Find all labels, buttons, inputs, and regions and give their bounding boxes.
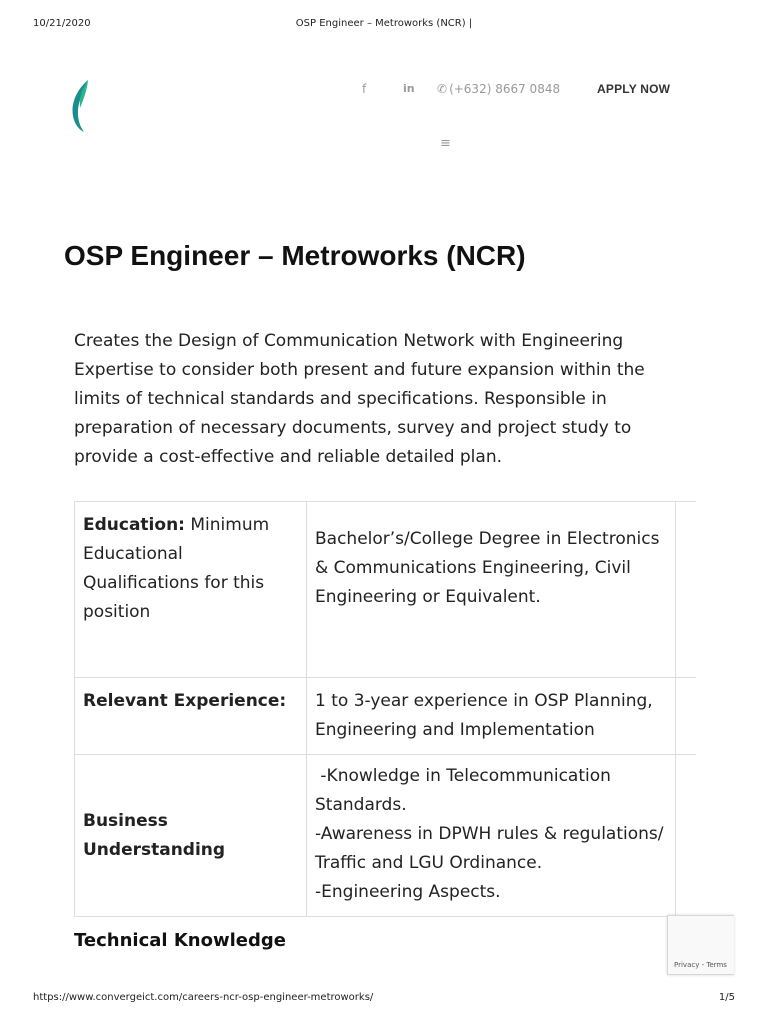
experience-value-cell [307, 678, 676, 755]
experience-label-cell [75, 678, 307, 755]
facebook-icon[interactable]: f [362, 82, 367, 96]
page-title: OSP Engineer – Metroworks (NCR) [64, 240, 526, 271]
requirements-table [74, 501, 696, 917]
experience-value: 1 to 3-year experience in OSP Planning, Engineering and Implementation [315, 691, 653, 740]
phone-link[interactable] [437, 82, 560, 96]
job-description: Creates the Design of Communication Network with Engineering Expertise to consider both present and future expansion within the limits of technical standards and specifications. Responsible in preparation of necessary documents, survey and project study to provide a cost-effective and reliable detailed plan. [74, 331, 645, 467]
hamburger-menu-icon[interactable]: ≡ [440, 136, 451, 151]
experience-label: Relevant Experience: [83, 691, 287, 711]
education-label-cell [75, 502, 307, 678]
business-label: Business Understanding [83, 810, 226, 860]
table-row [75, 755, 697, 917]
recaptcha-badge[interactable] [667, 915, 734, 975]
logo[interactable] [68, 78, 98, 134]
section-heading: Technical Knowledge [74, 930, 286, 951]
print-title: OSP Engineer – Metroworks (NCR) | [295, 18, 473, 29]
business-item: -Engineering Aspects. [315, 882, 501, 902]
recaptcha-links[interactable]: Privacy - Terms [674, 961, 727, 969]
table-row [75, 502, 697, 678]
education-value-cell [307, 502, 676, 678]
education-label-note: Minimum Educational Qualifications for this position [83, 515, 270, 622]
phone-number: (+632) 8667 0848 [449, 82, 561, 96]
apply-now-button[interactable]: APPLY NOW [597, 82, 671, 96]
education-label: Education: [83, 515, 185, 535]
business-item: -Knowledge in Telecommunication Standards. [315, 766, 617, 815]
empty-cell [676, 678, 697, 755]
print-url: https://www.convergeict.com/careers-ncr-osp-engineer-metroworks/ [33, 992, 374, 1003]
education-value: Bachelor’s/College Degree in Electronics & Communications Engineering, Civil Engineering or Equivalent. [315, 529, 660, 607]
logo-leaf-icon [68, 78, 98, 134]
linkedin-icon[interactable]: in [403, 82, 415, 95]
empty-cell [676, 502, 697, 678]
empty-cell [676, 755, 697, 917]
print-date: 10/21/2020 [33, 18, 91, 29]
business-value-cell [307, 755, 676, 917]
business-item: -Awareness in DPWH rules & regulations/ Traffic and LGU Ordinance. [315, 824, 664, 873]
phone-icon: ✆ [437, 82, 448, 96]
print-page-number: 1/5 [718, 992, 735, 1003]
table-row [75, 678, 697, 755]
business-label-cell [75, 755, 307, 917]
